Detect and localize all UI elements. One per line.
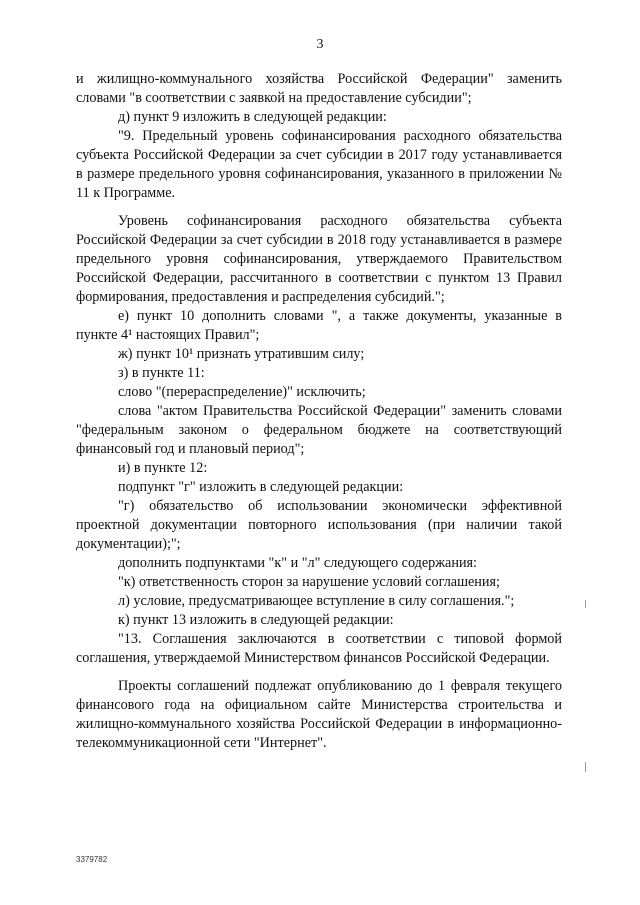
paragraph: "г) обязательство об использовании экономически эффективной проектной документации повторного использования (при наличии такой документации);";: [76, 498, 562, 552]
paragraph: и) в пункте 12:: [118, 460, 208, 476]
page-number: 3: [316, 37, 324, 52]
paragraph: "13. Соглашения заключаются в соответствии с типовой формой соглашения, утверждаемой Министерством финансов Российской Федерации.: [76, 631, 562, 666]
paragraph: дополнить подпунктами "к" и "л" следующего содержания:: [118, 555, 478, 571]
paragraph: л) условие, предусматривающее вступление в силу соглашения.";: [118, 593, 515, 609]
paragraph: Уровень софинансирования расходного обязательства субъекта Российской Федерации за счет субсидии в 2018 году устанавливается в размере предельного уровня софинансирования, утверждаемого Правительством Российской Федерации, рассчитанного в соответствии с пунктом 13 Правил формирования, предоставления и распределения субсидий.";: [76, 213, 562, 305]
document-body: [76, 70, 562, 753]
paragraph: слово "(перераспределение)" исключить;: [118, 384, 366, 400]
paragraph: и жилищно-коммунального хозяйства Российской Федерации" заменить словами "в соответствии с заявкой на предоставление субсидии";: [76, 71, 562, 106]
paragraph: к) пункт 13 изложить в следующей редакции:: [118, 612, 394, 628]
paragraph: ж) пункт 10¹ признать утратившим силу;: [118, 346, 365, 362]
scan-edge-mark: [585, 762, 586, 772]
paragraph: е) пункт 10 дополнить словами ", а также документы, указанные в пункте 4¹ настоящих Правил";: [76, 308, 562, 343]
document-code: 3379782: [76, 855, 108, 864]
paragraph: "к) ответственность сторон за нарушение условий соглашения;: [118, 574, 500, 590]
paragraph: "9. Предельный уровень софинансирования расходного обязательства субъекта Российской Федерации за счет субсидии в 2017 году устанавливается в размере предельного уровня софинансирования, указанного в приложении № 11 к Программе.: [76, 128, 562, 201]
paragraph: подпункт "г" изложить в следующей редакции:: [118, 479, 404, 495]
paragraph: з) в пункте 11:: [118, 365, 205, 381]
scan-edge-mark: [585, 600, 586, 608]
paragraph: д) пункт 9 изложить в следующей редакции:: [118, 109, 387, 125]
paragraph: Проекты соглашений подлежат опубликованию до 1 февраля текущего финансового года на официальном сайте Министерства строительства и жилищно-коммунального хозяйства Российской Федерации в информационно-телекоммуникационной сети "Интернет".: [76, 678, 562, 751]
paragraph: слова "актом Правительства Российской Федерации" заменить словами "федеральным законом о федеральном бюджете на соответствующий финансовый год и плановый период";: [76, 403, 562, 457]
